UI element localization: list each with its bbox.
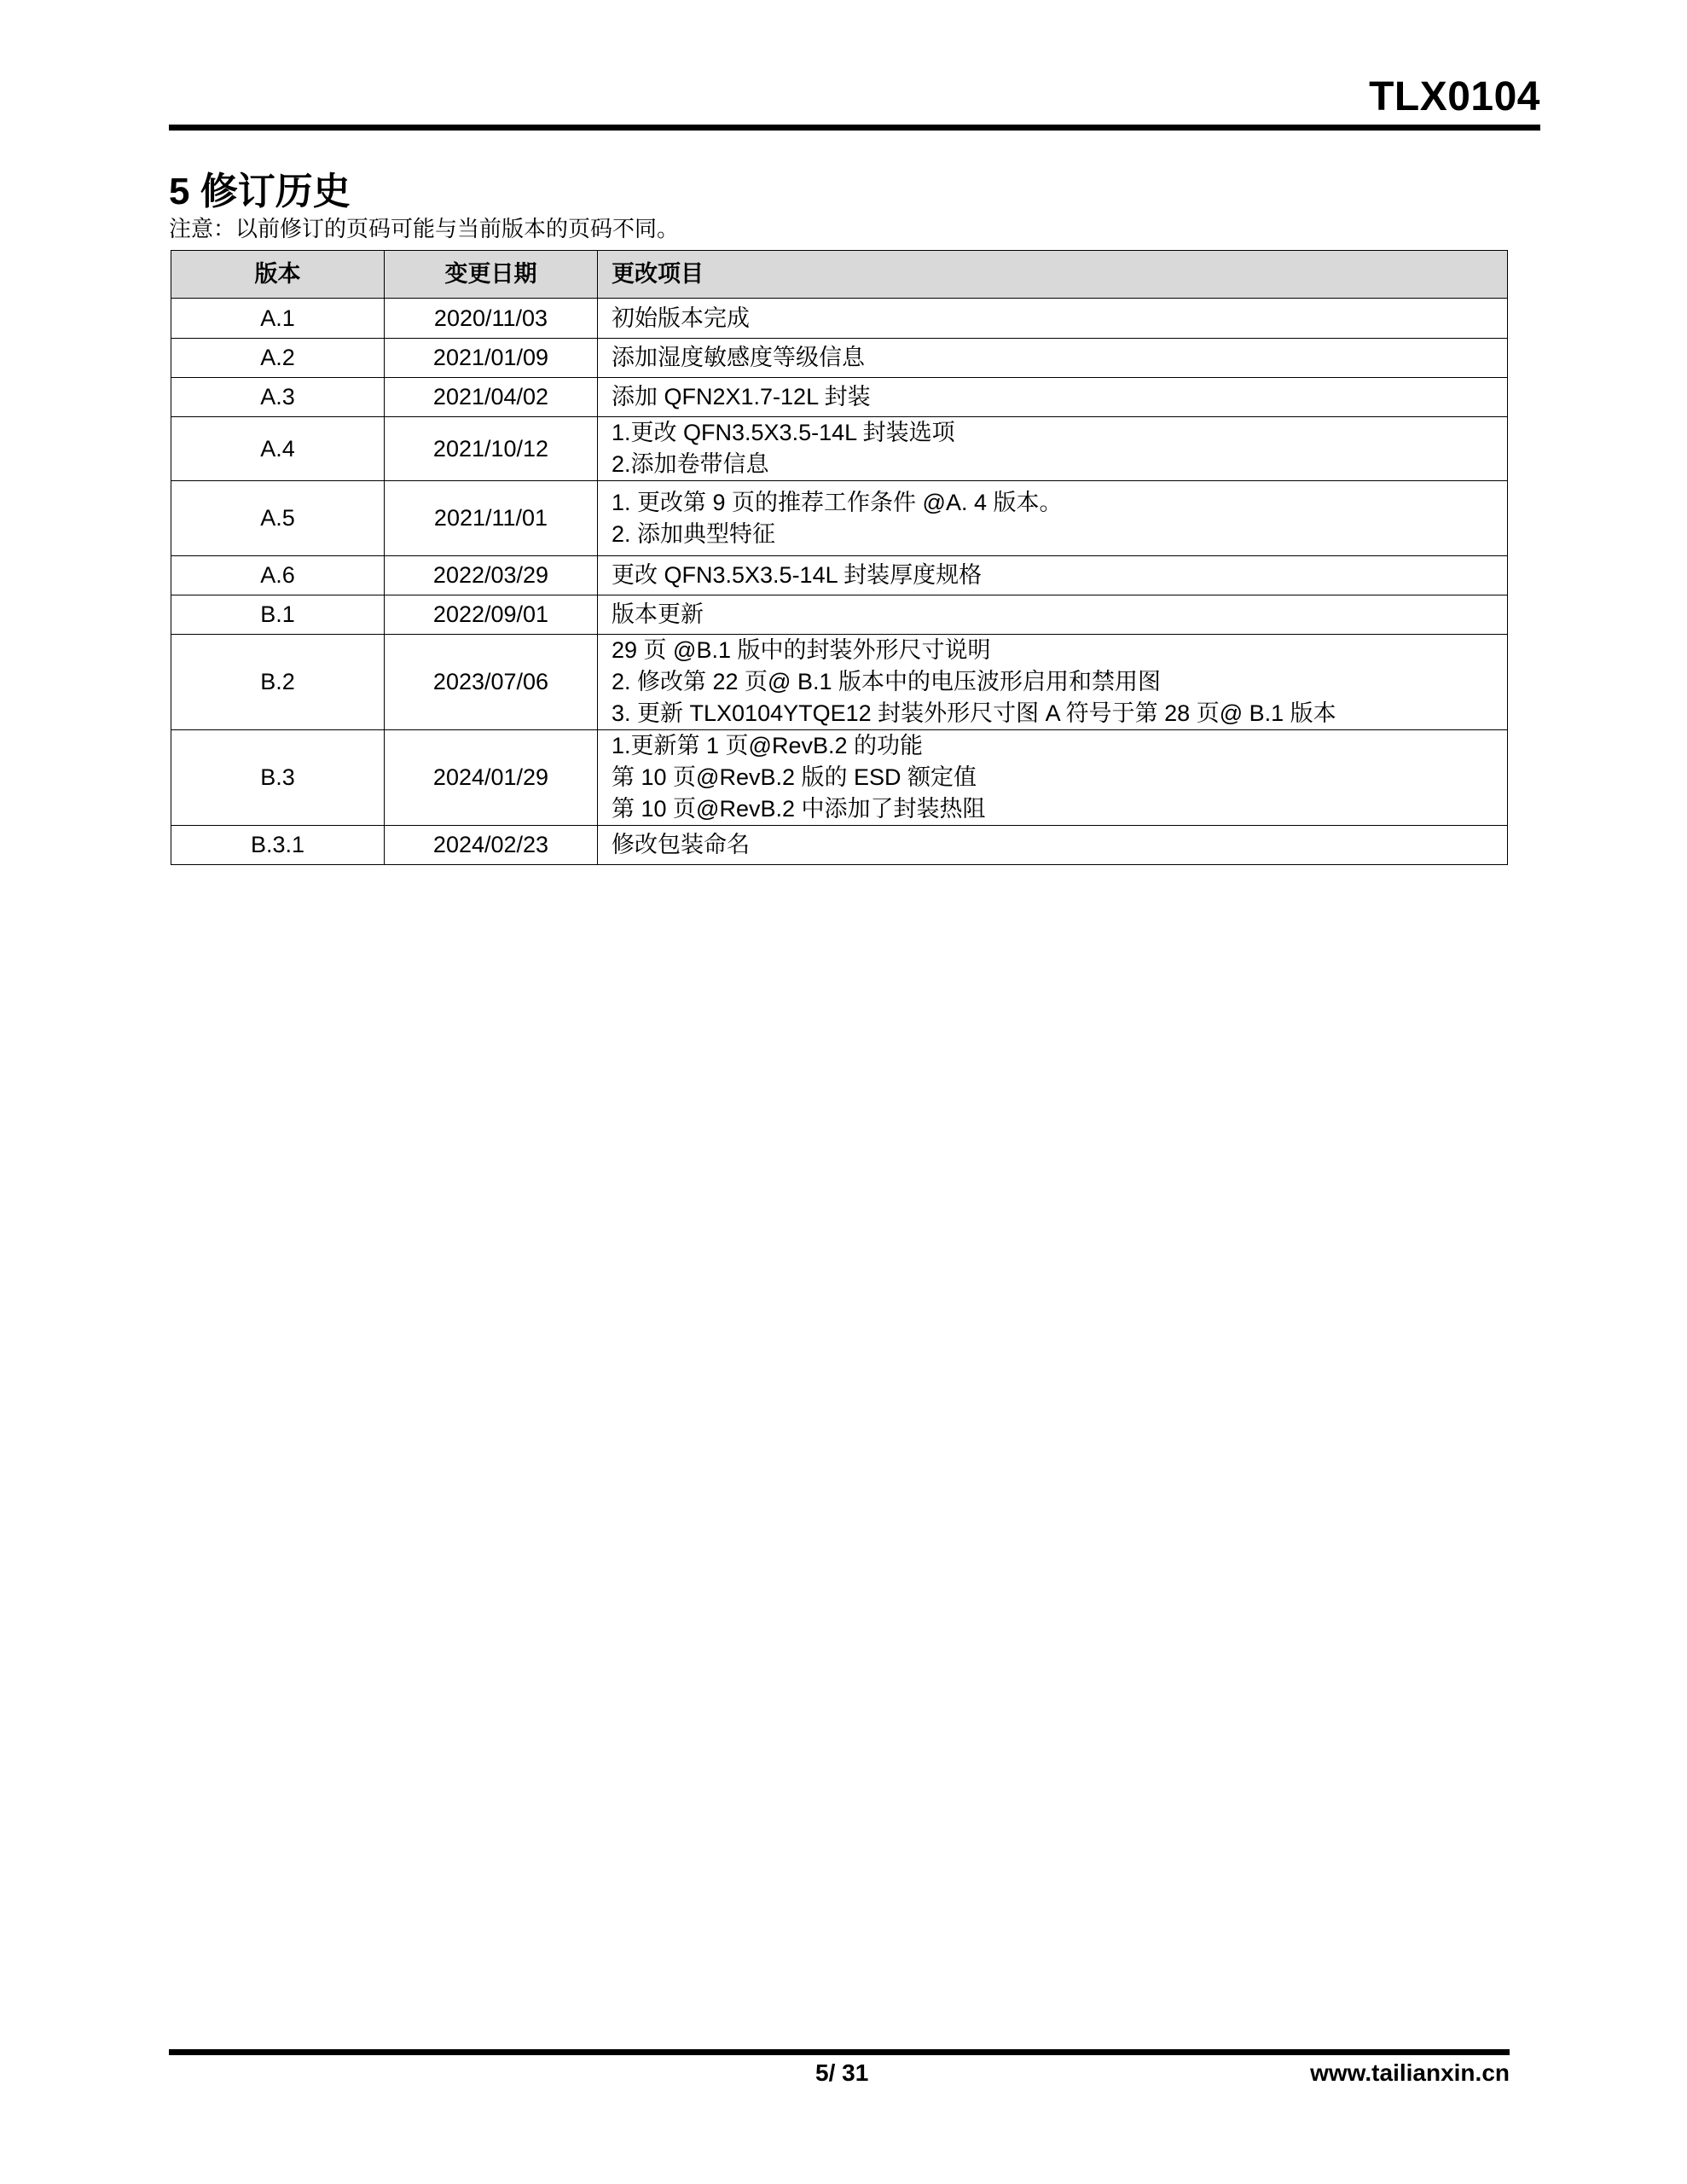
table-row [171,826,1508,865]
cell-date: 2021/04/02 [385,378,598,417]
page-number: 5/ 31 [815,2059,869,2086]
cell-date: 2022/03/29 [385,556,598,595]
cell-changes [598,635,1508,730]
cell-changes [598,417,1508,481]
cell-version: B.3 [171,730,385,826]
table-header-row [171,251,1508,299]
cell-date: 2024/02/23 [385,826,598,865]
cell-changes [598,826,1508,865]
cell-date: 2021/01/09 [385,339,598,378]
change-line: 3. 更新 TLX0104YTQE12 封装外形尺寸图 A 符号于第 28 页@ B.1 版本 [612,700,1336,726]
cell-date: 2021/10/12 [385,417,598,481]
table-row [171,378,1508,417]
table-row [171,556,1508,595]
change-line: 1.更新第 1 页@RevB.2 的功能 [612,733,923,758]
change-line: 添加湿度敏感度等级信息 [612,345,865,370]
cell-changes [598,378,1508,417]
change-line: 2. 修改第 22 页@ B.1 版本中的电压波形启用和禁用图 [612,669,1161,694]
table-row [171,635,1508,730]
change-line: 2. 添加典型特征 [612,520,776,547]
cell-version: B.1 [171,595,385,635]
cell-version: A.2 [171,339,385,378]
cell-changes [598,339,1508,378]
cell-changes [598,481,1508,556]
change-line: 第 10 页@RevB.2 版的 ESD 额定值 [612,764,977,790]
change-line: 初始版本完成 [612,305,750,331]
cell-changes [598,595,1508,635]
cell-date: 2021/11/01 [385,481,598,556]
cell-version: A.6 [171,556,385,595]
table-row [171,481,1508,556]
cell-version: A.5 [171,481,385,556]
header-date: 变更日期 [385,251,598,299]
cell-date: 2022/09/01 [385,595,598,635]
revision-history-table [171,250,1508,865]
change-line: 1. 更改第 9 页的推荐工作条件 @A. 4 版本。 [612,489,1063,515]
table-row [171,339,1508,378]
cell-version: B.3.1 [171,826,385,865]
change-line: 版本更新 [612,601,704,627]
cell-date: 2024/01/29 [385,730,598,826]
table-row [171,299,1508,339]
cell-changes [598,556,1508,595]
cell-changes [598,730,1508,826]
change-line: 1.更改 QFN3.5X3.5-14L 封装选项 [612,420,955,445]
section-title: 5 修订历史 [169,171,351,212]
change-line: 29 页 @B.1 版中的封装外形尺寸说明 [612,637,991,663]
change-line: 修改包装命名 [612,832,750,857]
change-line: 2.添加卷带信息 [612,451,769,477]
footer-rule [169,2049,1510,2055]
cell-version: A.4 [171,417,385,481]
cell-date: 2023/07/06 [385,635,598,730]
cell-version: B.2 [171,635,385,730]
change-line: 更改 QFN3.5X3.5-14L 封装厚度规格 [612,562,983,588]
table-body [171,299,1508,865]
header-changes: 更改项目 [598,251,1508,299]
header-version: 版本 [171,251,385,299]
change-line: 添加 QFN2X1.7-12L 封装 [612,384,871,410]
change-line: 第 10 页@RevB.2 中添加了封装热阻 [612,796,986,822]
cell-version: A.1 [171,299,385,339]
website-url: www.tailianxin.cn [1310,2059,1510,2086]
header-rule [169,125,1540,131]
cell-changes [598,299,1508,339]
table-row [171,730,1508,826]
table-row [171,417,1508,481]
table-row [171,595,1508,635]
cell-date: 2020/11/03 [385,299,598,339]
document-part-number: TLX0104 [1369,74,1540,119]
revision-note: 注意：以前修订的页码可能与当前版本的页码不同。 [169,216,680,241]
cell-version: A.3 [171,378,385,417]
